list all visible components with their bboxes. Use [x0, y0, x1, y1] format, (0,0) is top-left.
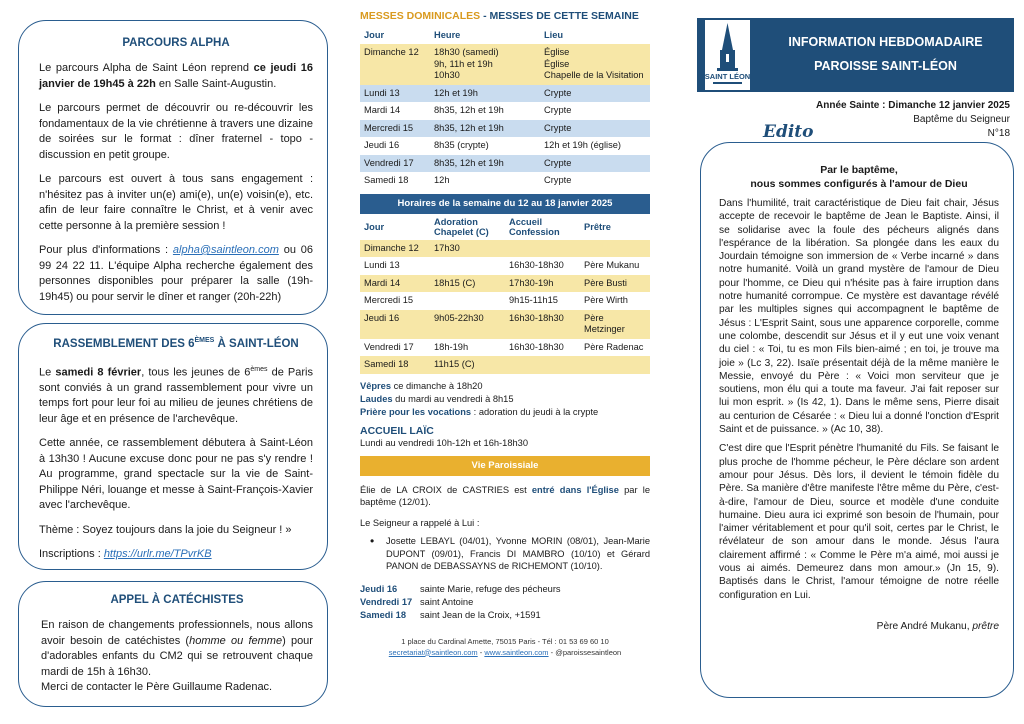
messes-day-cell: Dimanche 12	[360, 44, 430, 85]
messes-hour-cell: 18h30 (samedi) 9h, 11h et 19h 10h30	[430, 44, 540, 85]
edito-signature: Père André Mukanu, prêtre	[876, 620, 999, 632]
table-row	[360, 44, 650, 85]
svg-text:SAINT LÉON: SAINT LÉON	[705, 72, 750, 81]
horaires-day-cell: Lundi 13	[364, 260, 400, 270]
horaires-pretre-cell: Père Busti	[580, 275, 650, 293]
horaires-pretre-cell	[580, 356, 650, 374]
table-row	[360, 257, 650, 275]
horaires-day-cell: Samedi 18	[360, 356, 430, 374]
messes-place-cell: Crypte	[540, 85, 650, 103]
horaires-adoration-cell	[430, 292, 505, 310]
edito-section	[700, 142, 1014, 698]
messes-hour-cell: 8h35 (crypte)	[434, 140, 489, 150]
rassemblement-title: RASSEMBLEMENT DES 6ÈMES À SAINT-LÉON	[53, 337, 299, 350]
numero: N°18	[987, 128, 1010, 139]
inscriptions-link[interactable]: https://urlr.me/TPvrKB	[103, 548, 212, 561]
horaires-accueil-cell: 16h30-18h30	[509, 341, 564, 352]
list-item: Jeudi 16 sainte Marie, refuge des pécheurs	[360, 583, 561, 594]
messes-day-cell: Jeudi 16	[364, 140, 400, 150]
messes-header-cell: Jour	[364, 30, 385, 40]
alpha-paragraph-1: Le parcours Alpha de Saint Léon reprend ce jeudi 16 janvier de 19h45 à 22h en Salle Saint-Augustin.	[39, 62, 313, 90]
fete: Baptême du Seigneur	[913, 114, 1010, 125]
alpha-email-link[interactable]: alpha@saintleon.com	[172, 244, 279, 256]
messes-title: MESSES DOMINICALES - MESSES DE CETTE SEMAINE	[360, 10, 639, 22]
horaires-table	[360, 214, 650, 374]
alpha-paragraph-3: Le parcours est ouvert à tous sans engagement : n'hésitez pas à inviter un(e) ami(e), un(e) voisin(e), etc. afin de leur faire connaître le Christ, et à venir avec cette personne à la première session !	[39, 173, 313, 232]
rassemblement-inscriptions: Inscriptions : https://urlr.me/TPvrKB	[39, 548, 212, 561]
bapteme-text: Élie de LA CROIX de CASTRIES est entré dans l'Église par le baptême (12/01).	[360, 484, 651, 507]
horaires-pretre-cell	[580, 240, 650, 258]
horaires-header-cell: Jour	[364, 221, 385, 232]
horaires-header-cell: Adoration Chapelet (C)	[434, 216, 489, 237]
rassemblement-paragraph-1: Le samedi 8 février, tous les jeunes de 6èmes de Paris sont conviés à un grand rassemblement pour vivre un temps fort pour leur foi au milieu de jeunes chrétiens de leur âge et en présence de l'archevêque.	[39, 365, 313, 425]
messes-place-cell: Crypte	[540, 120, 650, 138]
header-title-1: INFORMATION HEBDOMADAIRE	[788, 35, 983, 49]
horaires-adoration-cell	[430, 257, 505, 275]
messes-day-cell: Samedi 18	[364, 175, 409, 185]
table-row	[360, 85, 650, 103]
rassemblement-section	[18, 323, 328, 570]
horaires-accueil-cell: 16h30-18h30	[505, 310, 580, 339]
table-row	[360, 310, 650, 339]
horaires-header-cell: Prêtre	[584, 221, 611, 232]
horaires-pretre-cell: Père Wirth	[584, 295, 628, 305]
alpha-section	[18, 20, 328, 315]
horaires-adoration-cell: 18h-19h	[434, 341, 469, 352]
list-item: Vendredi 17 saint Antoine	[360, 596, 474, 607]
horaires-title: Horaires de la semaine du 12 au 18 janvier 2025	[360, 194, 650, 214]
header-banner	[697, 18, 1014, 92]
accueil-text: Lundi au vendredi 10h-12h et 16h-18h30	[360, 437, 528, 448]
table-row	[360, 356, 650, 374]
appel-paragraph-2: Merci de contacter le Père Guillaume Radenac.	[41, 681, 273, 693]
messes-place-cell: 12h et 19h (église)	[544, 140, 622, 150]
horaires-pretre-cell: Père Mukanu	[584, 260, 640, 270]
appel-section	[18, 581, 328, 707]
horaires-accueil-cell: 17h30-19h	[505, 275, 580, 293]
table-row	[360, 172, 650, 190]
edito-title: Par le baptême, nous sommes configurés à l'amour de Dieu	[750, 164, 968, 190]
messes-hour-cell: 8h35, 12h et 19h	[434, 105, 504, 115]
middle-column	[360, 10, 650, 658]
horaires-pretre-cell: Père Metzinger	[580, 310, 650, 339]
laudes-line: Laudes du mardi au vendredi à 8h15	[360, 393, 514, 404]
messes-hour-cell: 12h	[434, 175, 450, 185]
appel-paragraph-1: En raison de changements professionnels, nous allons avoir besoin de catéchistes (homme ou femme) pour d'adorables enfants du CM2 qui se retrouvent chaque mardi de 15h à 16h30.	[41, 619, 313, 678]
messes-table	[360, 26, 650, 190]
horaires-adoration-cell: 11h15 (C)	[430, 356, 505, 374]
messes-place-cell: Crypte	[544, 105, 572, 115]
footer-email-link[interactable]: secretariat@saintleon.com	[388, 647, 478, 657]
table-row	[360, 339, 650, 357]
horaires-day-cell: Vendredi 17	[364, 341, 414, 352]
footer: 1 place du Cardinal Amette, 75015 Paris - Tél : 01 53 69 60 10 secretariat@saintleon.com - www.saintleon.com - @paroissesaintleon	[360, 636, 650, 658]
vie-title: Vie Paroissiale	[360, 456, 650, 476]
horaires-accueil-cell	[505, 240, 580, 258]
footer-address: 1 place du Cardinal Amette, 75015 Paris - Tél : 01 53 69 60 10	[401, 636, 609, 646]
messes-day-cell: Vendredi 17	[360, 155, 430, 173]
messes-day-cell: Lundi 13	[360, 85, 430, 103]
table-row	[360, 240, 650, 258]
horaires-day-cell: Jeudi 16	[360, 310, 430, 339]
alpha-paragraph-2: Le parcours permet de découvrir ou re-découvrir les fondamentaux de la vie chrétienne à travers une dizaine de soirées sur le format : dîner fraternel - topo - discussion en petit groupe.	[39, 102, 313, 161]
horaires-day-cell: Dimanche 12	[360, 240, 430, 258]
table-row	[360, 275, 650, 293]
table-row	[360, 155, 650, 173]
messes-hour-cell: 8h35, 12h et 19h	[430, 155, 540, 173]
horaires-header-cell: Accueil Confession	[509, 216, 560, 237]
messes-header-cell: Lieu	[544, 30, 564, 40]
rappel-list	[360, 535, 650, 573]
horaires-accueil-cell	[505, 356, 580, 374]
priere-line: Prière pour les vocations : adoration du jeudi à la crypte	[360, 406, 599, 417]
horaires-adoration-cell: 9h05-22h30	[430, 310, 505, 339]
alpha-title: PARCOURS ALPHA	[122, 37, 230, 49]
alpha-paragraph-4: Pour plus d'informations : alpha@saintleon.com ou 06 99 24 22 11. L'équipe Alpha recherche également des personnes disponibles pour préparer la salle (19h-19h45) ou pour servir le dîner et ranger (20h-22h)	[39, 244, 313, 303]
table-row	[360, 102, 650, 120]
edito-label: Edito	[757, 122, 820, 142]
messes-day-cell: Mercredi 15	[360, 120, 430, 138]
vepres-line: Vêpres ce dimanche à 18h20	[360, 380, 483, 391]
horaires-pretre-cell: Père Radenac	[584, 341, 644, 352]
horaires-accueil-cell: 16h30-18h30	[509, 260, 564, 270]
horaires-adoration-cell: 17h30	[430, 240, 505, 258]
edito-paragraph-1: Dans l'humilité, trait caractéristique de Dieu fait chair, Jésus accepte de recevoir le baptême de Jean le Baptiste. Ainsi, il se solidarise avec la foule des pécheurs alignés dans l'espérance de la libération. Sa plongée dans les eaux du Jourdain témoigne son immersion de « Verbe incarné » dans notre humanité. Voilà un grand mystère de l'amour de Dieu pour l'homme, ce Dieu qui n'hésite pas à faire irruption dans notre humanité corrompue. Ce mystère est davantage révélé par les multiples signes qui accompagnent le baptême de Jésus : L'Esprit Saint, sous une apparence corporelle, comme une colombe, descendit sur Jésus et il y eut une voix venant du ciel : « Toi, tu es mon Fils bien-aimé ; en toi, je trouve ma joie » (Lc 3, 22). Isaïe présentait déjà de la même manière le Messie, envoyé du Père : « Voici mon serviteur que je soutiens, mon élu qui a toute ma faveur. J'ai fait reposer sur lui mon esprit. » (Is 42, 1). Dans le même sens, Pierre disait au centurion de Césarée : « Dieu lui a donné l'onction d'Esprit Saint et de puissance. » (Ac 10, 38).	[719, 198, 999, 436]
horaires-adoration-cell: 18h15 (C)	[430, 275, 505, 293]
messes-day-cell: Mardi 14	[364, 105, 401, 115]
horaires-day-cell: Mercredi 15	[364, 295, 414, 305]
rappel-title: Le Seigneur a rappelé à Lui :	[360, 517, 480, 528]
messes-header-cell: Heure	[434, 30, 461, 40]
horaires-day-cell: Mardi 14	[360, 275, 430, 293]
header-title-2: PAROISSE SAINT-LÉON	[814, 59, 957, 73]
list-item: Samedi 18 saint Jean de la Croix, +1591	[360, 609, 541, 620]
rassemblement-theme: Thème : Soyez toujours dans la joie du Seigneur ! »	[39, 523, 292, 536]
appel-title: APPEL À CATÉCHISTES	[110, 594, 244, 606]
footer-web-link[interactable]: www.saintleon.com	[484, 647, 549, 657]
table-row	[360, 292, 650, 310]
list-item: • Josette LEBAYL (04/01), Yvonne MORIN (08/01), Jean-Marie DUPONT (09/01), Francis DI MAMBRO (10/10) et Gérard PANON de DEBASSAYNS de RICHEMONT (10/10).	[370, 535, 650, 573]
table-row	[360, 120, 650, 138]
messes-place-cell: Crypte	[540, 155, 650, 173]
church-logo-icon	[705, 20, 750, 90]
messes-hour-cell: 8h35, 12h et 19h	[430, 120, 540, 138]
horaires-accueil-cell: 9h15-11h15	[509, 295, 558, 305]
edito-paragraph-2: C'est dire que l'Esprit pénètre l'humanité du Fils. Se faisant le plus proche de l'homme pécheur, le Père déclare son ardent amour pour Jésus. Dès lors, il devient le témoin fidèle du Père. Sa manière d'être manifeste l'être même du Père, c'est-à-dire, l'amour de Dieu, source et modèle d'une conduite humaine. Dieu aura ici exprimé son besoin de l'humain, pour l'aimer véritablement et pour qu'il soit, certes par le Christ, le révélateur de son amour dans le monde. Jésus l'aura clairement affirmé : « Comme le Père m'a aimé, moi aussi je vous ai aimés. Demeurez dans mon amour.» (Jn 15, 9). Baptisés dans le Christ, l'amour témoigne de notre réelle configuration en Lui.	[719, 443, 999, 601]
messes-place-cell: Crypte	[544, 175, 572, 185]
messes-hour-cell: 12h et 19h	[430, 85, 540, 103]
table-row	[360, 137, 650, 155]
annee-sainte: Année Sainte : Dimanche 12 janvier 2025	[816, 100, 1010, 111]
rassemblement-paragraph-2: Cette année, ce rassemblement débutera à Saint-Léon à 13h30 ! Aucune excuse donc pour ne pas s'y rendre ! Au programme, grand spectacle sur la vie de Saint-Philippe Néri, louange et messe à Saint-François-Xavier avec l'archevêque.	[39, 437, 313, 512]
saints-list	[360, 583, 650, 622]
messes-place-cell: Église Église Chapelle de la Visitation	[540, 44, 650, 85]
accueil-title: ACCUEIL LAÏC	[360, 424, 434, 437]
